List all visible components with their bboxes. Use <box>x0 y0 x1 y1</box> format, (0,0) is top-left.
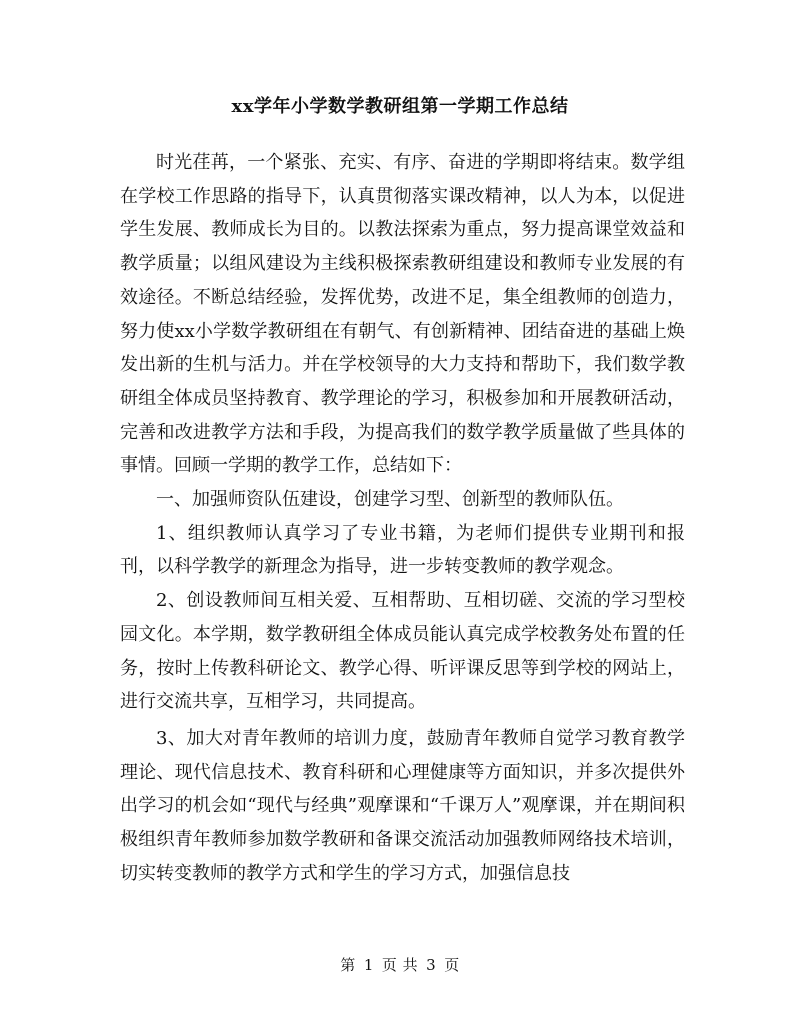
paragraph-section-heading: 一、加强师资队伍建设，创建学习型、创新型的教师队伍。 <box>156 489 624 511</box>
page-label-prefix: 第 <box>340 956 356 974</box>
page-label-mid: 页 共 <box>381 956 419 974</box>
paragraph-item-3: 3、加大对青年教师的培训力度，鼓励青年教师自觉学习教育教学理论、现代信息技术、教育科研和心理健康等方面知识，并多次提供外出学习的机会如“现代与经典”观摩课和“千课万人”观摩课，并在期间积极组织青年教师参加数学教研和备课交流活动加强教师网络技术培训，切实转变教师的教学方式和学生的学习方式，加强信息技 <box>120 727 685 884</box>
page-label-suffix: 页 <box>444 956 460 974</box>
document-body <box>120 146 685 890</box>
document-title: xx学年小学数学教研组第一学期工作总结 <box>231 96 569 117</box>
paragraph-item-1: 1、组织教师认真学习了专业书籍，为老师们提供专业期刊和报刊，以科学教学的新理念为指导，进一步转变教师的教学观念。 <box>120 522 685 578</box>
page-footer <box>0 955 800 975</box>
current-page-number: 1 <box>363 956 374 974</box>
paragraph-item-2: 2、创设教师间互相关爱、互相帮助、互相切磋、交流的学习型校园文化。本学期，数学教研组全体成员能认真完成学校教务处布置的任务，按时上传教科研论文、教学心得、听评课反思等到学校的网站上，进行交流共享，互相学习，共同提高。 <box>120 590 685 713</box>
paragraph-intro: 时光荏苒，一个紧张、充实、有序、奋进的学期即将结束。数学组在学校工作思路的指导下，认真贯彻落实课改精神，以人为本，以促进学生发展、教师成长为目的。以教法探索为重点，努力提高课堂效益和教学质量；以组风建设为主线积极探索教研组建设和教师专业发展的有效途径。不断总结经验，发挥优势，改进不足，集全组教师的创造力，努力使xx小学数学教研组在有朝气、有创新精神、团结奋进的基础上焕发出新的生机与活力。并在学校领导的大力支持和帮助下，我们数学教研组全体成员坚持教育、教学理论的学习，积极参加和开展教研活动，完善和改进教学方法和手段，为提高我们的数学教学质量做了些具体的事情。回顾一学期的教学工作，总结如下： <box>120 152 685 477</box>
total-pages-number: 3 <box>426 956 437 974</box>
